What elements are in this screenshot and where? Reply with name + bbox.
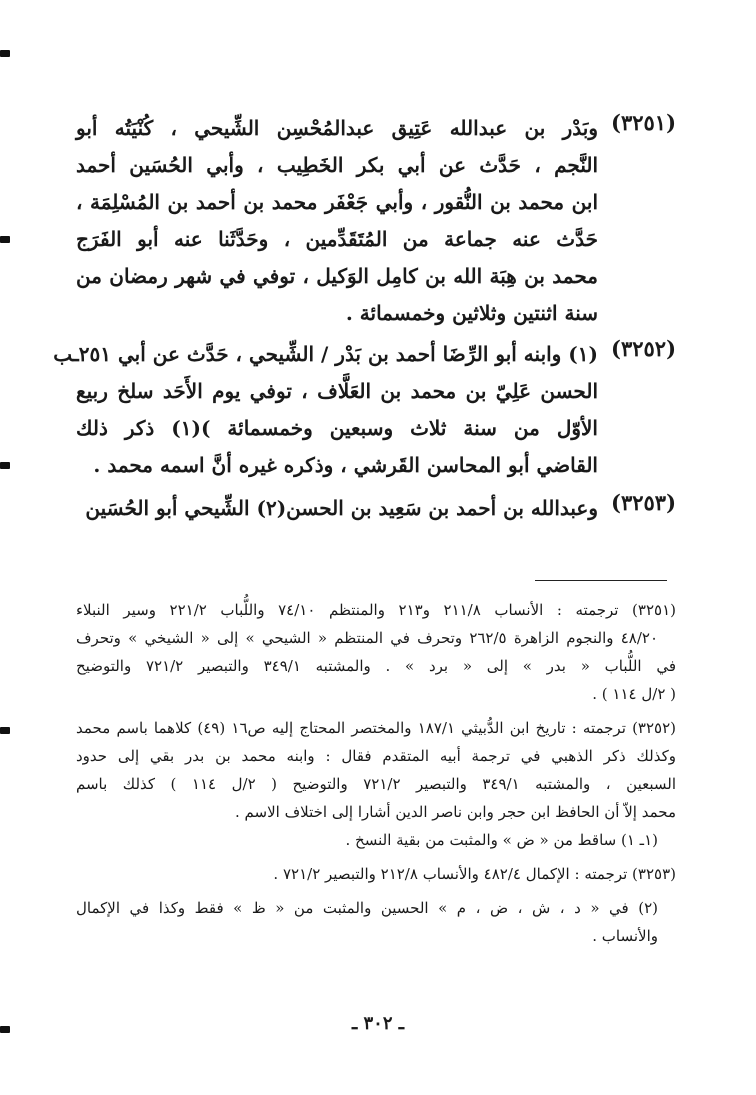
footnote-divider	[535, 580, 667, 581]
footnote-line: (٣٢٥١) ترجمته : الأنساب ٢١١/٨ و٢١٣ والمنتظم ٧٤/١٠ واللُّباب ٢٢١/٢ وسير النبلاء	[76, 601, 676, 619]
entry-3252	[53, 336, 676, 484]
text-line: حَدَّث عنه جماعة من المُتَقَدِّمين ، وحَدَّثَنا عنه أبو الفَرَج	[76, 227, 598, 251]
footnotes	[76, 596, 676, 956]
footnote-line: (٣٢٥٣) ترجمته : الإكمال ٤٨٢/٤ والأنساب ٢١٢/٨ والتبصير ٧٢١/٢ .	[273, 865, 676, 883]
footnote-line: ٤٨/٢٠ والنجوم الزاهرة ٢٦٢/٥ وتحرف في المنتظم « الشيحي » إلى « الشيخي » وتحرف	[76, 629, 658, 647]
binding-mark	[0, 727, 10, 734]
text-line: وبَدْر بن عبدالله عَتِيق عبدالمُحْسِن الشِّيحي ، كُنْيَتُه أبو	[76, 116, 598, 140]
binding-mark	[0, 50, 10, 57]
text-line: الأوّل من سنة ثلاث وسبعين وخمسمائة )(١) ذكر ذلك	[76, 416, 598, 440]
entry-3251	[76, 110, 676, 332]
footnote-3251	[76, 596, 676, 708]
text-line: ابن محمد بن النُّقور ، وأبي جَعْفَر محمد بن أحمد بن المُسْلِمَة ،	[76, 190, 598, 214]
entry-text	[76, 490, 598, 527]
entry-number: (٣٢٥٢)	[611, 336, 676, 361]
text-line: وعبدالله بن أحمد بن سَعِيد بن الحسن(٢) الشِّيحي أبو الحُسَين	[85, 496, 598, 520]
footnote-line: محمد إلاّ أن الحافظ ابن حجر وابن ناصر الدين أشارا إلى اختلاف الاسم .	[235, 803, 676, 821]
text-line: الحسن عَلِيّ بن محمد بن العَلَّاف ، توفي يوم الأَحَد سلخ ربيع	[76, 379, 598, 403]
footnote-3252	[76, 714, 676, 854]
footnote-line: السبعين ، والمشتبه ٣٤٩/١ والتبصير ٧٢١/٢ والتوضيح ( ٢/ل ١١٤ ) كذلك باسم	[76, 775, 676, 793]
footnote-line: والأنساب .	[592, 927, 658, 945]
entry-text	[76, 110, 598, 332]
entry-text	[53, 336, 598, 484]
binding-mark	[0, 462, 10, 469]
footnote-line: (٣٢٥٢) ترجمته : تاريخ ابن الدُّبيثي ١٨٧/١ والمختصر المحتاج إليه ص١٦ (٤٩) كلاهما باسم محمد	[76, 719, 677, 737]
entry-number: (٣٢٥٣)	[611, 490, 676, 515]
footnote-line: (٢) في « د ، ش ، ض ، م » الحسين والمثبت من « ظ » فقط وكذا في الإكمال	[76, 899, 658, 917]
binding-mark	[0, 1026, 10, 1033]
footnote-2	[76, 894, 676, 950]
page-number: ـ ٣٠٢ ـ	[351, 1013, 405, 1034]
text-line: النَّجم ، حَدَّث عن أبي بكر الخَطِيب ، وأبي الحُسَين أحمد	[76, 153, 598, 177]
footnote-line: (١ـ ١) ساقط من « ض » والمثبت من بقية النسخ .	[345, 831, 658, 849]
text-line: سنة اثنتين وثلاثين وخمسمائة .	[345, 301, 598, 325]
text-line: القاضي أبو المحاسن القَرشي ، وذكره غيره أنَّ اسمه محمد .	[93, 453, 598, 477]
footnote-line: ( ٢/ل ١١٤ ) .	[592, 685, 676, 703]
footnote-line: في اللُّباب « بدر » إلى « برد » . والمشتبه ٣٤٩/١ والتبصير ٧٢١/٢ والتوضيح	[76, 657, 676, 675]
footnote-3253	[76, 860, 676, 888]
footnote-line: وكذلك ذكر الذهبي في ترجمة أبيه المتقدم فقال : وابنه محمد بن بدر بقي إلى حدود	[76, 747, 676, 765]
text-line: محمد بن هِبَة الله بن كامِل الوَكيل ، توفي في شهر رمضان من	[76, 264, 598, 288]
text-line: (١) وابنه أبو الرِّضَا أحمد بن بَدْر / الشِّيحي ، حَدَّث عن أبي ٢٥١ـب	[53, 342, 598, 366]
binding-mark	[0, 236, 10, 243]
entry-3253	[76, 490, 676, 527]
entry-number: (٣٢٥١)	[611, 110, 676, 135]
